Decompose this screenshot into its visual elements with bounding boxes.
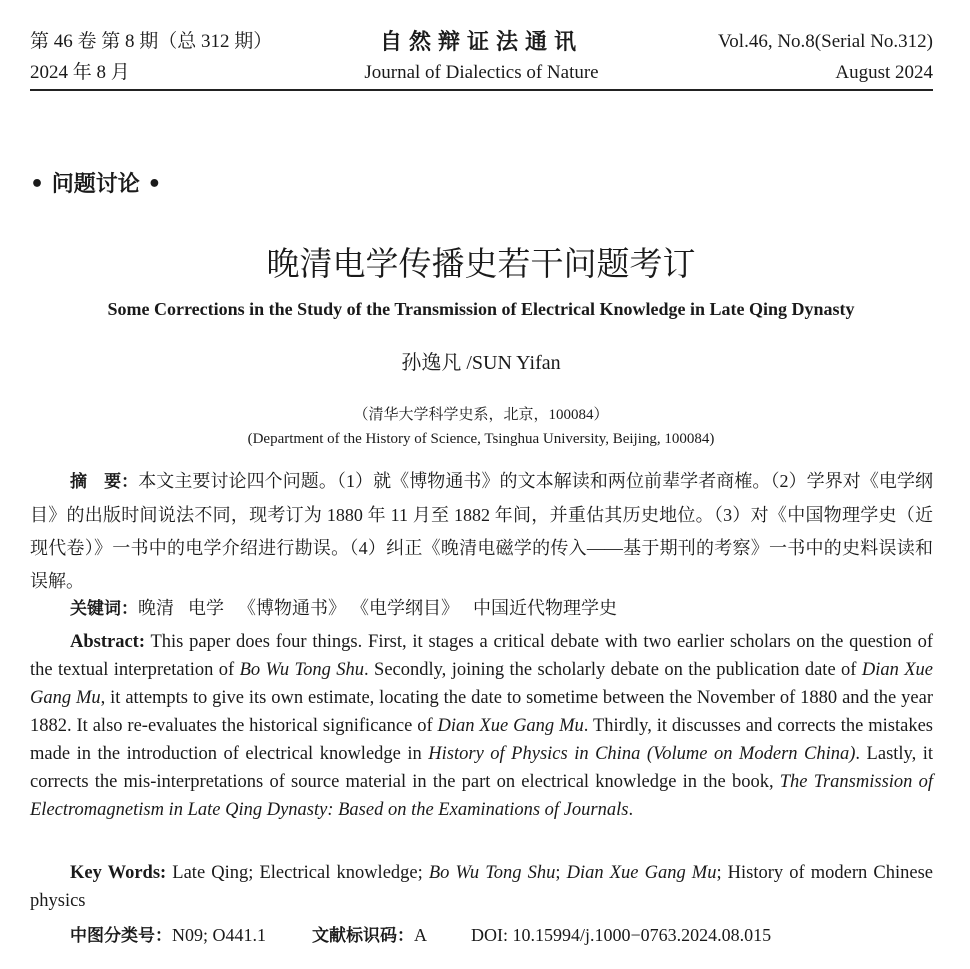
issue-info-en: Vol.46, No.8(Serial No.312) (718, 31, 933, 52)
abstract-en-text: . Secondly, joining the scholarly debate on the publication date of (364, 660, 862, 680)
abstract-en-text: . (628, 800, 634, 820)
date-en: August 2024 (835, 62, 933, 83)
affiliation-zh: （清华大学科学史系，北京，100084） (353, 407, 609, 423)
keywords-en-text: ; History of modern Chinese physics (30, 863, 933, 911)
keywords-en-label: Key Words: (70, 863, 167, 883)
date-zh: 2024 年 8 月 (30, 62, 130, 83)
keyword-zh: 电学 (188, 598, 224, 618)
article-title-en: Some Corrections in the Study of the Transmission of Electrical Knowledge in Late Qing Dynasty (107, 299, 855, 319)
book-title: Dian Xue Gang Mu (566, 863, 717, 883)
book-title: Bo Wu Tong Shu (239, 660, 365, 680)
doi: DOI: 10.15994/j.1000−0763.2024.08.015 (471, 925, 772, 945)
author-name: 孙逸凡 /SUN Yifan (401, 352, 561, 374)
header-rule (30, 89, 933, 91)
abstract-zh (30, 465, 933, 598)
journal-title-zh: 自然辩证法通讯 (379, 29, 583, 54)
keywords-en (30, 859, 933, 915)
keyword-zh: 《博物通书》 (238, 598, 346, 618)
abstract-en-text: This paper does four things. First, it stages a critical debate with two earlier scholars on the question of the textual interpretation of (30, 632, 933, 680)
journal-header (30, 30, 933, 90)
abstract-zh-text: 本文主要讨论四个问题。（1）就《博物通书》的文本解读和两位前辈学者商榷。（2）学界对《电学纲目》的出版时间说法不同，现考订为 1880 年 11 月至 1882 年间，并重估其历史地位。（3）对《中国物理学史（近现代卷）》一书中的电学介绍进行勘误。（4）纠正《晚清电磁学的传入——基于期刊的考察》一书中的史料误读和误解。 (30, 471, 934, 591)
doc-code-value: A (414, 925, 427, 945)
keyword-zh: 晚清 (138, 598, 174, 618)
book-title: Dian Xue Gang Mu (437, 716, 584, 736)
keyword-zh: 《电学纲目》 (360, 598, 459, 618)
journal-title-en: Journal of Dialectics of Nature (364, 62, 599, 83)
classification-line (70, 921, 771, 950)
article-title-zh: 晚清电学传播史若干问题考订 (266, 247, 696, 283)
keywords-zh-label: 关键词： (70, 599, 138, 619)
keywords-zh (70, 594, 631, 623)
book-title: Dian Xue Gang Mu (30, 660, 934, 708)
keywords-en-text: Late Qing; Electrical knowledge; (166, 863, 429, 883)
doc-code-label: 文献标识码： (312, 926, 414, 946)
book-title: Bo Wu Tong Shu (428, 863, 556, 883)
issue-info-zh: 第 46 卷 第 8 期（总 312 期） (30, 31, 273, 52)
keywords-en-text: ; (555, 863, 567, 883)
affiliation-en: (Department of the History of Science, Tsinghua University, Beijing, 100084) (247, 431, 715, 447)
clc-label: 中图分类号： (70, 926, 172, 946)
book-title: History of Physics in China (Volume on Modern China) (428, 744, 856, 764)
abstract-zh-label: 摘 要： (70, 472, 139, 492)
abstract-en (30, 628, 933, 824)
abstract-en-text: , it attempts to give its own estimate, locating the date to sometime between the November of 1880 and the year 1882. It also re-evaluates the historical significance of (30, 688, 933, 736)
keyword-zh: 中国近代物理学史 (473, 598, 617, 618)
abstract-en-text: . Thirdly, it discusses and corrects the mistakes made in the introduction of electrical knowledge in (30, 716, 933, 764)
clc-value: N09; O441.1 (172, 925, 266, 945)
section-label: • 问题讨论 • (30, 172, 162, 197)
abstract-en-label: Abstract: (70, 632, 146, 652)
book-title: The Transmission of Electromagnetism in Late Qing Dynasty: Based on the Examinations of Journals (30, 772, 933, 820)
abstract-en-text: . Lastly, it corrects the mis-interpretations of source material in the part on electrical knowledge in the book, (30, 744, 933, 792)
